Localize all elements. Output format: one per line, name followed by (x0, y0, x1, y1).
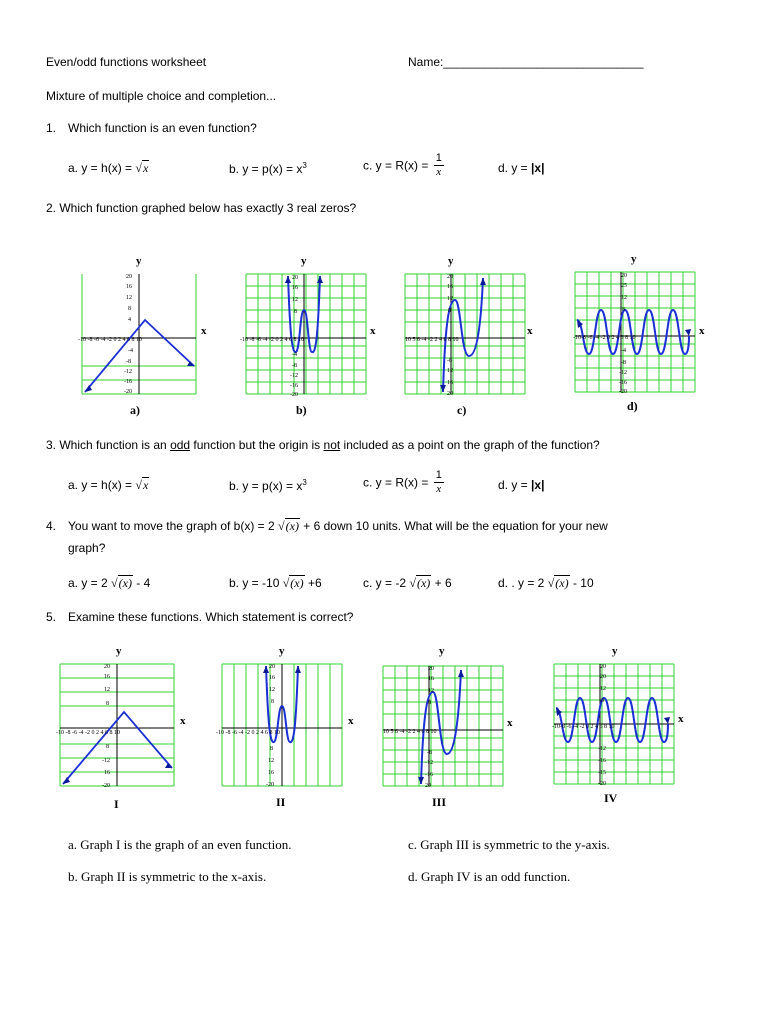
svg-text:-10 -8 -6 -4 -2 0 2 4 6 8: -10 -8 -6 -4 -2 0 2 4 6 8 10 (78, 337, 142, 343)
svg-text:16: 16 (447, 284, 453, 290)
q5-graph-ii-label: II (276, 795, 286, 809)
svg-text:20: 20 (292, 275, 298, 281)
svg-text:-8: -8 (621, 360, 626, 366)
svg-text:20: 20 (447, 391, 453, 397)
q4-choice-c: c. y = -2 √(x) + 6 (363, 576, 452, 590)
svg-text:12: 12 (428, 688, 434, 694)
svg-text:16: 16 (292, 285, 298, 291)
svg-text:8: 8 (271, 699, 274, 705)
q5-graph-ii (216, 645, 354, 788)
svg-text:-16: -16 (619, 380, 627, 386)
svg-text:x: x (201, 325, 207, 337)
svg-text:x: x (527, 325, 533, 337)
q2-graph-c-label: c) (457, 403, 467, 417)
q3-choice-a: a. y = h(x) = √x (68, 478, 149, 492)
svg-text:8: 8 (294, 309, 297, 315)
svg-text:10 5 6 -4 -2 2 4 6: 10 5 6 -4 -2 2 4 6 8 10 (405, 337, 459, 343)
q3-choice-c: c. y = R(x) = $\frac{1}{x}$ (363, 469, 442, 495)
q1-number: 1. (46, 121, 57, 135)
svg-text:10 5 6 -4 -2 2 4 6: 10 5 6 -4 -2 2 4 6 8 10 (383, 729, 437, 735)
svg-text:-8: -8 (292, 363, 297, 369)
q3-choice-d: d. y = |x| (498, 478, 545, 492)
q5-graph-i (56, 645, 186, 789)
q5-choice-c: c. Graph III is symmetric to the y-axis. (408, 837, 610, 852)
q2-graph-a-label: a) (130, 403, 140, 417)
q5-graph-iv-label: IV (604, 791, 618, 805)
svg-text:-16: -16 (598, 758, 606, 764)
q4-question-line1: You want to move the graph of b(x) = 2 √(x) + 6 down 10 units. What will be the equation for your new (68, 519, 608, 533)
svg-text:12: 12 (600, 686, 606, 692)
q5-graph-iii-label: III (432, 795, 447, 809)
svg-text:20: 20 (428, 666, 434, 672)
svg-text:12: 12 (104, 687, 110, 693)
svg-text:y: y (612, 645, 618, 657)
worksheet-subtitle: Mixture of multiple choice and completion... (46, 89, 277, 103)
q2-graph-b-label: b) (296, 403, 307, 417)
q4-choice-a: a. y = 2 √(x) - 4 (68, 576, 151, 590)
svg-text:16: 16 (126, 284, 132, 290)
svg-text:-8: -8 (447, 358, 452, 364)
svg-text:12: 12 (126, 295, 132, 301)
svg-text:-20: -20 (266, 782, 274, 788)
svg-text:-4: -4 (128, 348, 133, 354)
svg-text:20: 20 (425, 783, 431, 789)
svg-text:y: y (279, 645, 285, 657)
svg-text:x: x (370, 325, 376, 337)
svg-text:8: 8 (270, 746, 273, 752)
svg-text:x: x (180, 715, 186, 727)
svg-text:-8: -8 (427, 750, 432, 756)
svg-text:20: 20 (447, 274, 453, 280)
svg-text:-20: -20 (290, 392, 298, 398)
q5-graph-iii (383, 645, 513, 789)
svg-text:y: y (136, 255, 142, 267)
svg-text:-4: -4 (292, 352, 297, 358)
svg-text:20: 20 (104, 664, 110, 670)
q1-choice-d: d. y = |x| (498, 161, 545, 175)
svg-text:-12: -12 (290, 373, 298, 379)
svg-text:-10 -8 -6 -4 -2 0 2 4 6 8: -10 -8 -6 -4 -2 0 2 4 6 8 10 (216, 730, 280, 736)
q4-number: 4. (46, 519, 57, 533)
svg-text:-16: -16 (290, 383, 298, 389)
svg-text:16: 16 (428, 676, 434, 682)
svg-text:-4: -4 (621, 348, 626, 354)
q1-choice-a: a. y = h(x) = √x (68, 161, 149, 175)
svg-text:16: 16 (104, 770, 110, 776)
svg-text:20: 20 (269, 664, 275, 670)
q4-choice-d: d. . y = 2 √(x) - 10 (498, 576, 594, 590)
q3-question: 3. Which function is an odd function but the origin is not included as a point on the graph of the function? (46, 438, 600, 452)
svg-text:y: y (631, 253, 637, 265)
svg-text:x: x (507, 717, 513, 729)
q2-graph-d-label: d) (627, 399, 638, 413)
svg-text:-12: -12 (598, 746, 606, 752)
svg-text:-20: -20 (598, 781, 606, 787)
svg-text:-10 -8 -6 -4 -2 0 2 4 6 8: -10 -8 -6 -4 -2 0 2 4 6 8 10 (240, 337, 304, 343)
svg-text:20: 20 (600, 664, 606, 670)
svg-text:16: 16 (447, 380, 453, 386)
svg-text:-10-8 -6 -4 -2 0 2 4 6 8: -10-8 -6 -4 -2 0 2 4 6 8 10 (573, 335, 636, 341)
svg-text:20: 20 (621, 273, 627, 279)
svg-text:-15: -15 (598, 770, 606, 776)
svg-text:x: x (678, 713, 684, 725)
svg-text:8: 8 (622, 307, 625, 313)
q2-question: 2. Which function graphed below has exactly 3 real zeros? (46, 201, 357, 215)
svg-text:8: 8 (106, 744, 109, 750)
q1-choice-c: c. y = R(x) = $\frac{1}{x}$ (363, 152, 442, 178)
svg-text:8: 8 (448, 308, 451, 314)
svg-text:8: 8 (106, 701, 109, 707)
q5-graph-iv (552, 645, 684, 787)
q2-graph-c (405, 255, 533, 397)
svg-text:-12: -12 (124, 369, 132, 375)
q5-choice-d: d. Graph IV is an odd function. (408, 869, 571, 884)
svg-text:20: 20 (126, 274, 132, 280)
svg-text:20: 20 (600, 674, 606, 680)
svg-text:-10 -8 -6 -4 -2 0 2 4 6 8: -10 -8 -6 -4 -2 0 2 4 6 8 10 (56, 730, 120, 736)
q2-graphs (0, 250, 770, 425)
svg-text:y: y (439, 645, 445, 657)
svg-text:y: y (301, 255, 307, 267)
svg-text:-10-8 -6 -4 -2 0 2 4 6 8: -10-8 -6 -4 -2 0 2 4 6 8 10 (552, 724, 615, 730)
svg-text:16: 16 (269, 675, 275, 681)
svg-text:-16: -16 (425, 772, 433, 778)
svg-text:25: 25 (621, 283, 627, 289)
q3-choice-b: b. $y = p(x) = x^3$ (229, 478, 307, 493)
svg-text:8: 8 (128, 306, 131, 312)
svg-text:12: 12 (269, 687, 275, 693)
q5-choice-a: a. Graph I is the graph of an even function. (68, 837, 292, 852)
svg-text:-20: -20 (124, 389, 132, 395)
svg-text:4: 4 (128, 317, 131, 323)
q5-graphs (0, 640, 770, 815)
q5-question: Examine these functions. Which statement is correct? (68, 610, 354, 624)
svg-text:12: 12 (447, 368, 453, 374)
svg-text:16: 16 (104, 674, 110, 680)
svg-text:-12: -12 (425, 760, 433, 766)
q1-question: Which function is an even function? (68, 121, 257, 135)
svg-text:-12: -12 (102, 758, 110, 764)
q1-choice-b: b. $y = p(x) = x^3$ (229, 161, 307, 176)
svg-text:12: 12 (292, 297, 298, 303)
name-field: Name:______________________________ (408, 55, 644, 69)
q5-number: 5. (46, 610, 57, 624)
svg-text:8: 8 (601, 698, 604, 704)
svg-text:y: y (448, 255, 454, 267)
svg-text:x: x (699, 325, 705, 337)
q4-question-line2: graph? (68, 541, 106, 555)
svg-text:-16: -16 (124, 379, 132, 385)
svg-text:8: 8 (428, 700, 431, 706)
svg-text:-20: -20 (102, 783, 110, 789)
q4-choice-b: b. y = -10 √(x) +6 (229, 576, 322, 590)
svg-text:16: 16 (268, 770, 274, 776)
worksheet-title: Even/odd functions worksheet (46, 55, 207, 69)
svg-text:x: x (348, 715, 354, 727)
q2-graph-b (240, 255, 376, 398)
q2-graph-a (78, 255, 207, 395)
svg-text:12: 12 (268, 758, 274, 764)
q2-graph-d (573, 253, 705, 395)
svg-text:-20: -20 (619, 389, 627, 395)
q5-choice-b: b. Graph II is symmetric to the x-axis. (68, 869, 267, 884)
svg-text:12: 12 (447, 296, 453, 302)
svg-text:-8: -8 (126, 359, 131, 365)
svg-text:12: 12 (621, 295, 627, 301)
svg-text:y: y (116, 645, 122, 657)
q5-graph-i-label: I (114, 797, 119, 811)
svg-text:-12: -12 (619, 370, 627, 376)
